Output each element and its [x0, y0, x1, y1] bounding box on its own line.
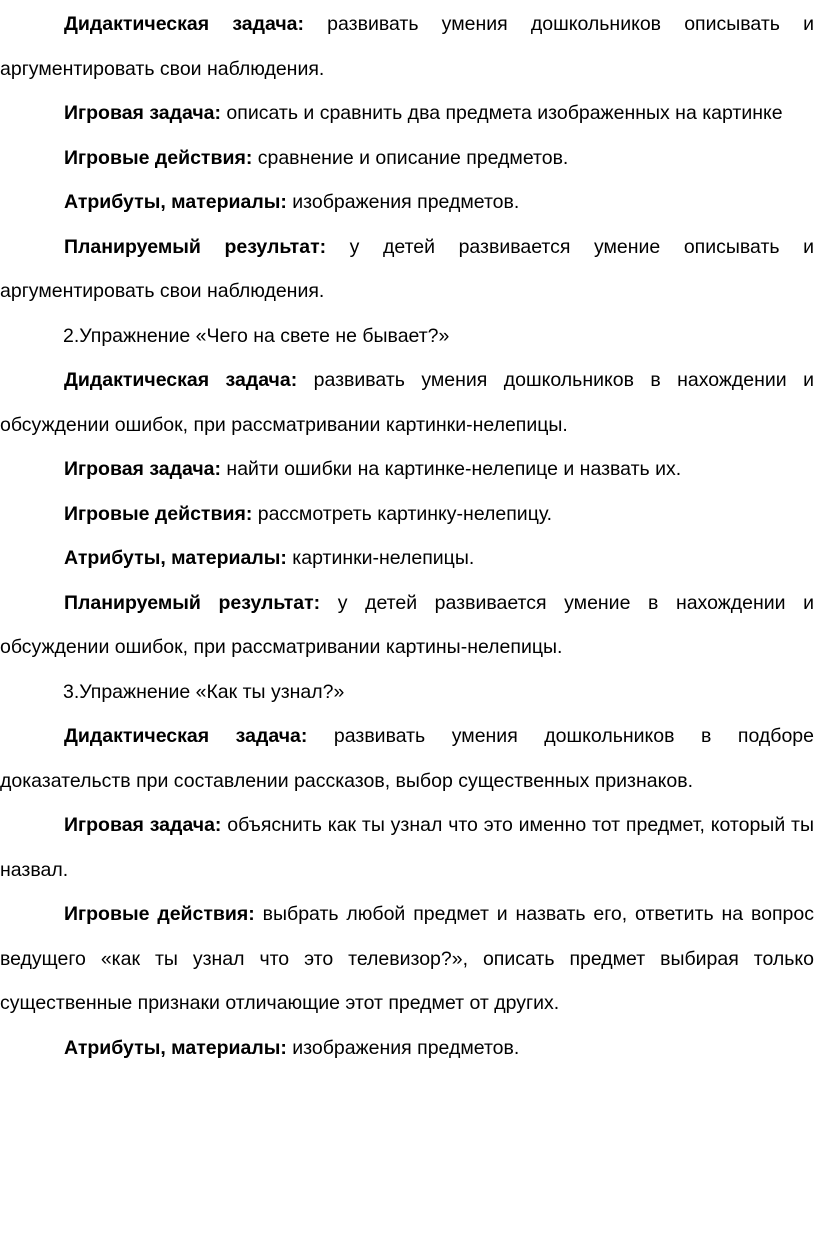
paragraph-attributes-2	[0, 536, 814, 581]
paragraph-planned-result-1	[0, 225, 814, 314]
term-label: Дидактическая задача:	[64, 13, 304, 35]
term-label: Игровые действия:	[64, 502, 253, 525]
paragraph-text: развивать умения дошкольников описывать и аргументировать свои наблюдения.	[0, 13, 814, 80]
paragraph-text: изображения предметов.	[286, 1036, 520, 1059]
exercise-heading-3: 3.Упражнение «Как ты узнал?»	[63, 680, 345, 703]
paragraph-text: изображения предметов.	[286, 191, 520, 213]
term-label: Игровая задача:	[64, 458, 222, 480]
term-label: Атрибуты, материалы:	[64, 191, 287, 213]
paragraph-game-task-3	[0, 803, 814, 892]
paragraph-text: у детей развивается умение описывать и аргументировать свои наблюдения.	[0, 235, 814, 302]
exercise-heading-2: 2.Упражнение «Чего на свете не бывает?»	[63, 324, 450, 347]
paragraph-attributes-1	[0, 180, 814, 225]
paragraph-text: развивать умения дошкольников в подборе доказательств при составлении рассказов, выбор существенных признаков.	[0, 725, 814, 792]
paragraph-game-actions-3	[0, 892, 814, 1026]
paragraph-game-task-1	[0, 91, 814, 136]
paragraph-text: выбрать любой предмет и назвать его, ответить на вопрос ведущего «как ты узнал что это телевизор?», описать предмет выбирая только существенные признаки отличающие этот предмет от других.	[0, 903, 814, 1014]
paragraph-planned-result-2	[0, 581, 814, 670]
term-label: Планируемый результат:	[64, 235, 327, 258]
term-label: Игровые действия:	[64, 146, 253, 169]
paragraph-text: развивать умения дошкольников в нахождении и обсуждении ошибок, при рассматривании картинки-нелепицы.	[0, 369, 814, 436]
paragraph-text: найти ошибки на картинке-нелепице и назвать их.	[221, 458, 682, 480]
paragraph-didactic-task-1	[0, 2, 814, 91]
term-label: Игровая задача:	[64, 102, 222, 124]
term-label: Планируемый результат:	[64, 591, 321, 614]
term-label: Игровая задача:	[64, 814, 222, 836]
paragraph-game-actions-1	[0, 136, 814, 181]
paragraph-text: у детей развивается умение в нахождении и обсуждении ошибок, при рассматривании картины-нелепицы.	[0, 591, 815, 658]
paragraph-didactic-task-3	[0, 714, 814, 803]
paragraph-didactic-task-2	[0, 358, 814, 447]
paragraph-attributes-3	[0, 1026, 814, 1071]
paragraph-text: рассмотреть картинку-нелепицу.	[252, 502, 553, 525]
term-label: Игровые действия:	[64, 903, 255, 925]
paragraph-text: описать и сравнить два предмета изображенных на картинке	[221, 102, 783, 124]
term-label: Дидактическая задача:	[64, 725, 308, 747]
term-label: Атрибуты, материалы:	[64, 547, 287, 569]
paragraph-text: картинки-нелепицы.	[286, 547, 475, 569]
paragraph-text: объяснить как ты узнал что это именно тот предмет, который ты назвал.	[0, 814, 814, 881]
paragraph-game-actions-2	[0, 492, 814, 537]
paragraph-game-task-2	[0, 447, 814, 492]
paragraph-text: сравнение и описание предметов.	[252, 146, 569, 169]
term-label: Атрибуты, материалы:	[64, 1036, 287, 1059]
term-label: Дидактическая задача:	[64, 369, 298, 391]
